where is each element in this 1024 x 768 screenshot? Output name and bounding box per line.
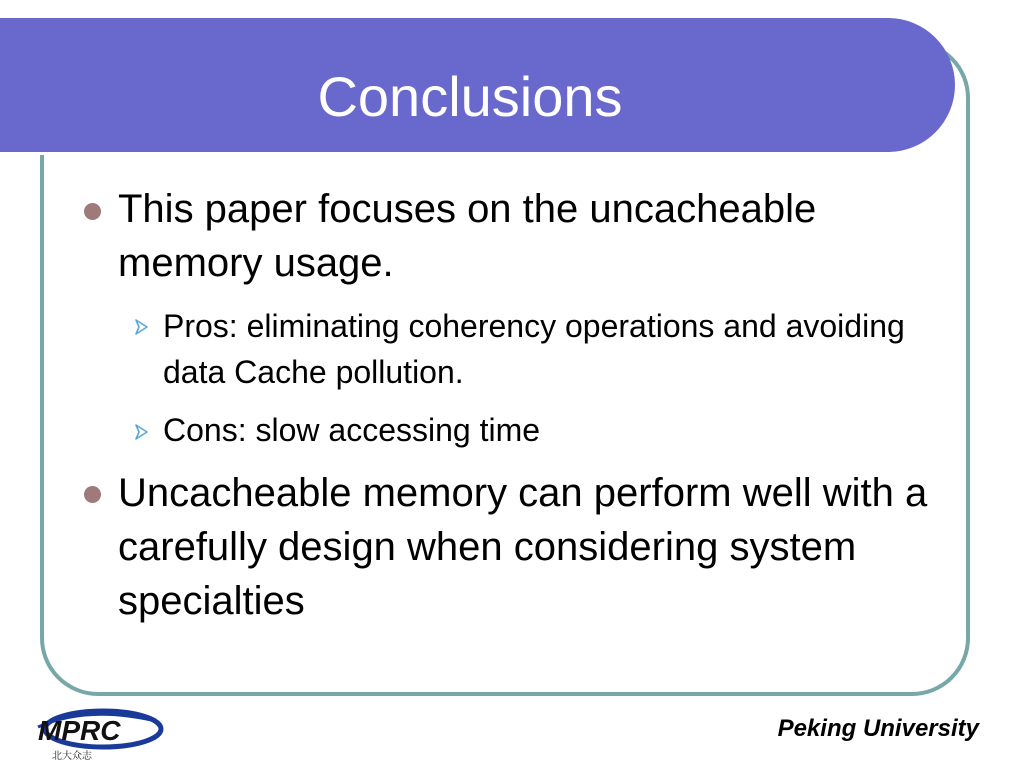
- title-bar: [0, 18, 955, 152]
- bullet-1-text: This paper focuses on the uncacheable memory usage.: [118, 187, 817, 285]
- svg-text:MPRC: MPRC: [38, 715, 121, 746]
- footer-institution: Peking University: [777, 715, 979, 742]
- title-underline: [0, 152, 905, 155]
- arrow-bullet-icon: [133, 318, 151, 336]
- bullet-dot-icon: [84, 203, 101, 220]
- slide-title: Conclusions: [317, 65, 623, 128]
- svg-text:北大众志: 北大众志: [52, 751, 92, 762]
- bullet-dot-icon: [84, 486, 101, 503]
- sub-bullet-2-text: Cons: slow accessing time: [163, 412, 541, 448]
- sub-bullet-1-text: Pros: eliminating coherency operations and avoiding data Cache pollution.: [163, 308, 905, 390]
- mprc-logo: [28, 707, 164, 765]
- bullet-2-text: Uncacheable memory can perform well with a carefully design when considering system specialties: [118, 471, 928, 623]
- arrow-bullet-icon: [133, 423, 151, 441]
